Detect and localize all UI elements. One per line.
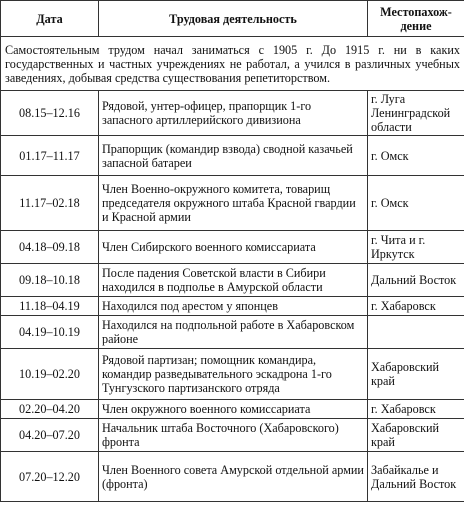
table-row [1,400,464,419]
row-work: Член Военного совета Амурской отдельной армии (фронта) [99,452,368,502]
table-row [1,264,464,297]
row-location: г. Омск [368,176,464,231]
header-work: Трудовая деятельность [99,1,368,37]
row-work: Начальник штаба Восточного (Хабаровского) фронта [99,419,368,452]
row-location: Дальний Восток [368,264,464,297]
row-date: 07.20–12.20 [1,452,99,502]
table-row [1,136,464,176]
header-location: Местопахож-дение [368,1,464,37]
row-work: Рядовой, унтер-офицер, прапорщик 1-го запасного артиллерийского дивизиона [99,91,368,136]
table-row [1,349,464,400]
row-work: После падения Советской власти в Сибири находился в подполье в Амурской области [99,264,368,297]
row-date: 08.15–12.16 [1,91,99,136]
row-work: Член Военно-окружного комитета, товарищ председателя окружного штаба Красной гвардии и Красной армии [99,176,368,231]
row-work: Член Сибирского военного комиссариата [99,231,368,264]
row-work: Находился под арестом у японцев [99,297,368,316]
row-date: 04.19–10.19 [1,316,99,349]
row-date: 04.18–09.18 [1,231,99,264]
table-row [1,297,464,316]
row-date: 10.19–02.20 [1,349,99,400]
intro-text: Самостоятельным трудом начал заниматься с 1905 г. До 1915 г. ни в каких государственных и частных учреждениях не работал, а учился в различных учебных заведениях, добывая средства существования репетиторством. [1,37,464,91]
row-location: г. Омск [368,136,464,176]
row-location: г. Хабаровск [368,297,464,316]
row-date: 04.20–07.20 [1,419,99,452]
table-row [1,231,464,264]
row-date: 02.20–04.20 [1,400,99,419]
row-work: Член окружного военного комиссариата [99,400,368,419]
intro-row [1,37,464,91]
table-row [1,316,464,349]
row-location: Хабаровский край [368,419,464,452]
header-row [1,1,464,37]
table-row [1,419,464,452]
row-work: Находился на подпольной работе в Хабаровском районе [99,316,368,349]
row-date: 11.18–04.19 [1,297,99,316]
row-location: Хабаровский край [368,349,464,400]
table-row [1,176,464,231]
row-date: 09.18–10.18 [1,264,99,297]
row-location: г. Хабаровск [368,400,464,419]
row-date: 11.17–02.18 [1,176,99,231]
header-date: Дата [1,1,99,37]
row-location: г. Луга Ленинградской области [368,91,464,136]
table-row [1,91,464,136]
row-work: Рядовой партизан; помощник командира, командир разведывательного эскадрона 1-го Тунгузского партизанского отряда [99,349,368,400]
table-row [1,452,464,502]
row-date: 01.17–11.17 [1,136,99,176]
row-location: Забайкалье и Дальний Восток [368,452,464,502]
row-location [368,316,464,349]
row-location: г. Чита и г. Иркутск [368,231,464,264]
row-work: Прапорщик (командир взвода) сводной казачьей запасной батареи [99,136,368,176]
